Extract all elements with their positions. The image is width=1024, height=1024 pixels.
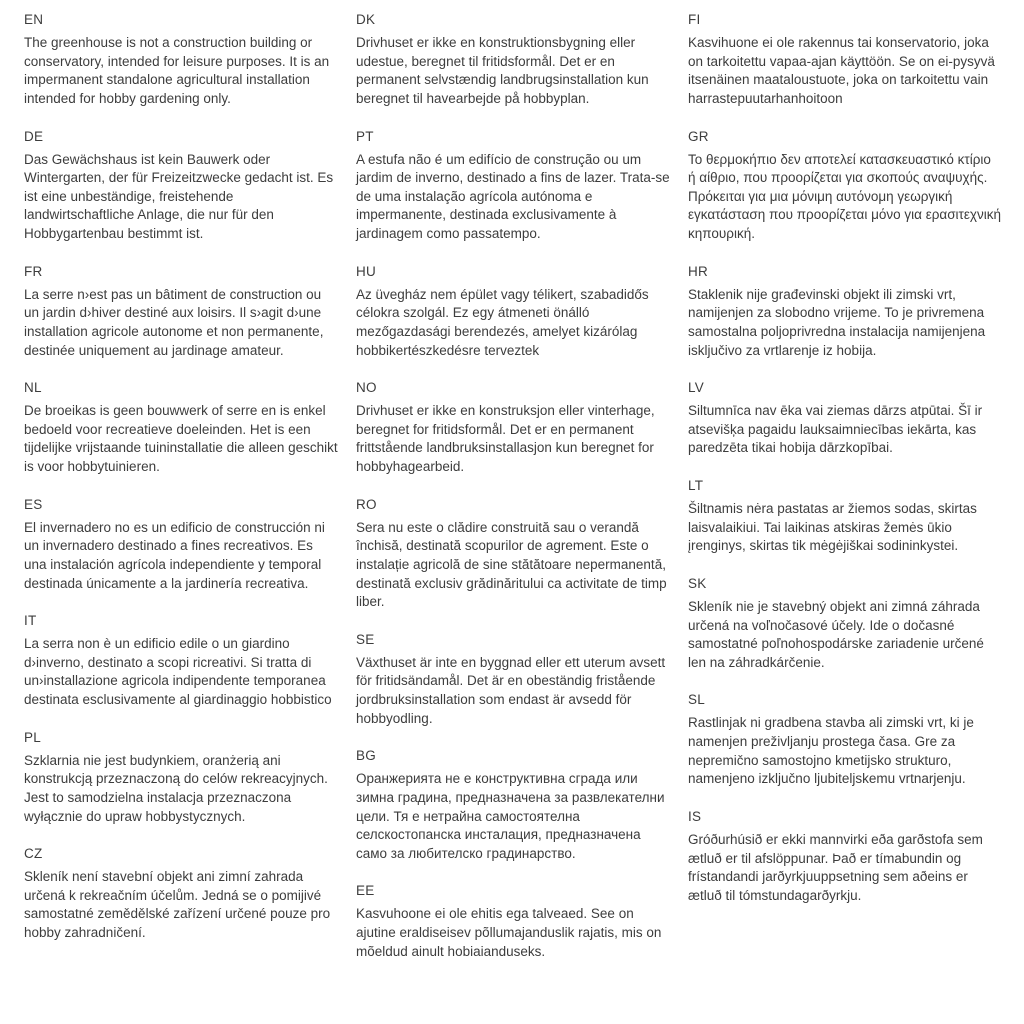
language-text: Das Gewächshaus ist kein Bauwerk oder Wintergarten, der für Freizeitzwecke gedacht ist. Es ist eine unbeständige, freistehende landwirtschaftliche Anlage, die nur für den Hobbygartenbau bestimmt ist. xyxy=(24,151,334,241)
language-text: Szklarnia nie jest budynkiem, oranżerią ani konstrukcją przeznaczoną do celów rekreacyjnych. Jest to samodzielna instalacja przeznaczona wyłącznie do upraw hobbystycznych. xyxy=(24,752,328,824)
column-1 xyxy=(24,12,338,981)
language-code: DE xyxy=(24,128,44,144)
language-code: CZ xyxy=(24,846,43,862)
language-block-se xyxy=(356,632,670,729)
language-code: IS xyxy=(688,808,702,824)
language-block-lv xyxy=(688,380,1002,458)
language-code: IT xyxy=(24,613,37,629)
language-text: Drivhuset er ikke en konstruktionsbygning eller udestue, beregnet til fritidsformål. Det er en permanent selvstændig landbrugsinstallation kun beregnet til havearbejde på hobbyplan. xyxy=(356,35,649,106)
language-text: Skleník nie je stavebný objekt ani zimná záhrada určená na voľnočasové účely. Ide o dočasné samostatné poľnohospodárske zariadenie určené len na záhradkárčenie. xyxy=(688,598,984,670)
language-text: Šiltnamis nėra pastatas ar žiemos sodas, skirtas laisvalaikiui. Tai laikinas atskiras žemės ūkio įrenginys, skirtas tik mėgėjiškai sodininkystei. xyxy=(688,501,977,554)
language-block-pl xyxy=(24,730,338,827)
language-block-ee xyxy=(356,883,670,961)
language-text: Staklenik nije građevinski objekt ili zimski vrt, namijenjen za slobodno vrijeme. To je privremena samostalna poljoprivredna instalacija namijenjena isključivo za vrtlarenje iz hobija. xyxy=(688,286,986,358)
language-code: FI xyxy=(688,12,701,27)
language-block-cz xyxy=(24,846,338,943)
language-text: Kasvuhoone ei ole ehitis ega talveaed. See on ajutine eraldiseisev põllumajanduslik rajatis, mis on mõeldud ainult hobiaianduseks. xyxy=(356,906,662,959)
language-code: NL xyxy=(24,380,42,396)
language-code: DK xyxy=(356,12,376,27)
language-code: SE xyxy=(356,631,375,647)
language-code: LT xyxy=(688,478,704,493)
language-code: HR xyxy=(688,263,709,279)
language-block-fi xyxy=(688,12,1002,109)
language-text: Skleník není stavební objekt ani zimní zahrada určená k rekreačním účelům. Jedná se o pomijivé samostatné zemědělské zařízení určené pouze pro hobby zahradničení. xyxy=(24,869,331,940)
language-code: EN xyxy=(24,12,44,27)
language-text: De broeikas is geen bouwwerk of serre en is enkel bedoeld voor recreatieve doeleinden. Het is een tijdelijke vrijstaande tuininstallatie die alleen geschikt is voor hobbytuinieren. xyxy=(24,403,338,474)
language-block-ro xyxy=(356,497,670,612)
language-text: Kasvihuone ei ole rakennus tai konservatorio, joka on tarkoitettu vapaa-ajan käyttöön. Se on ei-pysyvä itsenäinen maataloustuote, joka on tarkoitettu vain harrastepuutarhanhoitoon xyxy=(688,35,995,106)
column-3 xyxy=(688,12,1002,981)
language-block-it xyxy=(24,613,338,710)
language-text: Drivhuset er ikke en konstruksjon eller vinterhage, beregnet for fritidsformål. Det er en permanent frittstående landbruksinstallasjon kun beregnet for hobbyhagearbeid. xyxy=(356,403,655,474)
language-text: Rastlinjak ni gradbena stavba ali zimski vrt, ki je namenjen preživljanju prostega časa. Gre za nepremično samostojno kmetijsko strukturo, namenjeno izključno ljubiteljskemu vrtnarjenju. xyxy=(688,715,974,787)
language-code: SL xyxy=(688,692,706,708)
language-text: Το θερμοκήπιο δεν αποτελεί κατασκευαστικό κτίριο ή αίθριο, που προορίζεται για σκοπούς αναψυχής. Πρόκειται για μια μόνιμη αυτόνομη γεωργική εγκατάσταση που προορίζεται μόνο για ερασιτεχνική κηπουρική. xyxy=(688,151,1001,241)
language-text: Sera nu este o clădire construită sau o verandă închisă, destinată scopurilor de agrement. Este o instalație agricolă de sine stătătoare nepermanentă, destinată exclusiv grădinăritului ca activitate de timp liber. xyxy=(356,519,667,610)
language-text: The greenhouse is not a construction building or conservatory, intended for leisure purposes. It is an impermanent standalone agricultural installation intended for hobby gardening only. xyxy=(24,35,330,106)
language-block-no xyxy=(356,380,670,477)
language-block-bg xyxy=(356,748,670,863)
language-text: El invernadero no es un edificio de construcción ni un invernadero destinado a fines recreativos. Es una instalación agrícola independiente y temporal destinada únicamente a la jardinería recreativa. xyxy=(24,519,325,591)
language-text: La serre n›est pas un bâtiment de construction ou un jardin d›hiver destiné aux loisirs. Il s›agit d›une installation agricole autonome et non permanente, destinée uniquement au jardinage amateur. xyxy=(24,286,324,358)
language-code: SK xyxy=(688,575,707,591)
language-code: EE xyxy=(356,883,375,899)
language-text: Gróðurhúsið er ekki mannvirki eða garðstofa sem ætluð er til afslöppunar. Það er tímabundin og frístandandi jarðyrkjuuppsetning sem aðeins er ætluð til tómstundagarðyrkju. xyxy=(688,831,983,903)
language-block-de xyxy=(24,129,338,244)
language-block-sl xyxy=(688,692,1002,789)
language-text: A estufa não é um edifício de construção ou um jardim de inverno, destinado a fins de lazer. Trata-se de uma instalação agrícola autónoma e impermanente, destinada exclusivamente à jardinagem como passatempo. xyxy=(356,151,670,241)
language-block-is xyxy=(688,809,1002,906)
language-code: HU xyxy=(356,263,377,279)
language-code: NO xyxy=(356,380,377,396)
language-text: Az üvegház nem épület vagy télikert, szabadidős célokra szolgál. Ez egy átmeneti önálló mezőgazdasági berendezés, amelyet kizárólag hobbikertészkedésre terveztek xyxy=(356,286,649,358)
language-text: Оранжерията не е конструктивна сграда или зимна градина, предназначена за развлекателни цели. Тя е нетрайна самостоятелна селскостопанска инсталация, предназначена само за любителско градинарство. xyxy=(356,771,665,861)
language-code: ES xyxy=(24,496,43,512)
language-code: FR xyxy=(24,263,43,279)
column-2 xyxy=(356,12,670,981)
language-text: Siltumnīca nav ēka vai ziemas dārzs atpūtai. Šī ir atsevišķa pagaidu lauksaimniecības iekārta, kas paredzēta tikai hobija dārzkopībai. xyxy=(688,403,983,456)
language-block-fr xyxy=(24,264,338,361)
language-block-gr xyxy=(688,129,1002,244)
language-block-es xyxy=(24,497,338,594)
language-code: GR xyxy=(688,128,709,144)
language-code: RO xyxy=(356,496,377,512)
language-text: La serra non è un edificio edile o un giardino d›inverno, destinato a scopi ricreativi. Si tratta di un›installazione agricola indipendente temporanea destinata esclusivamente al giardinaggio hobbistico xyxy=(24,636,332,707)
language-code: LV xyxy=(688,380,705,396)
language-block-sk xyxy=(688,576,1002,673)
language-block-en xyxy=(24,12,338,109)
language-block-hr xyxy=(688,264,1002,361)
language-code: BG xyxy=(356,748,377,764)
language-block-dk xyxy=(356,12,670,109)
language-code: PT xyxy=(356,128,374,144)
language-block-nl xyxy=(24,380,338,477)
language-code: PL xyxy=(24,729,42,745)
language-block-hu xyxy=(356,264,670,361)
language-text: Växthuset är inte en byggnad eller ett uterum avsett för fritidsändamål. Det är en obeständig fristående jordbruksinstallation som endast är avsedd för hobbyodling. xyxy=(356,654,666,726)
language-block-pt xyxy=(356,129,670,244)
language-block-lt xyxy=(688,478,1002,556)
